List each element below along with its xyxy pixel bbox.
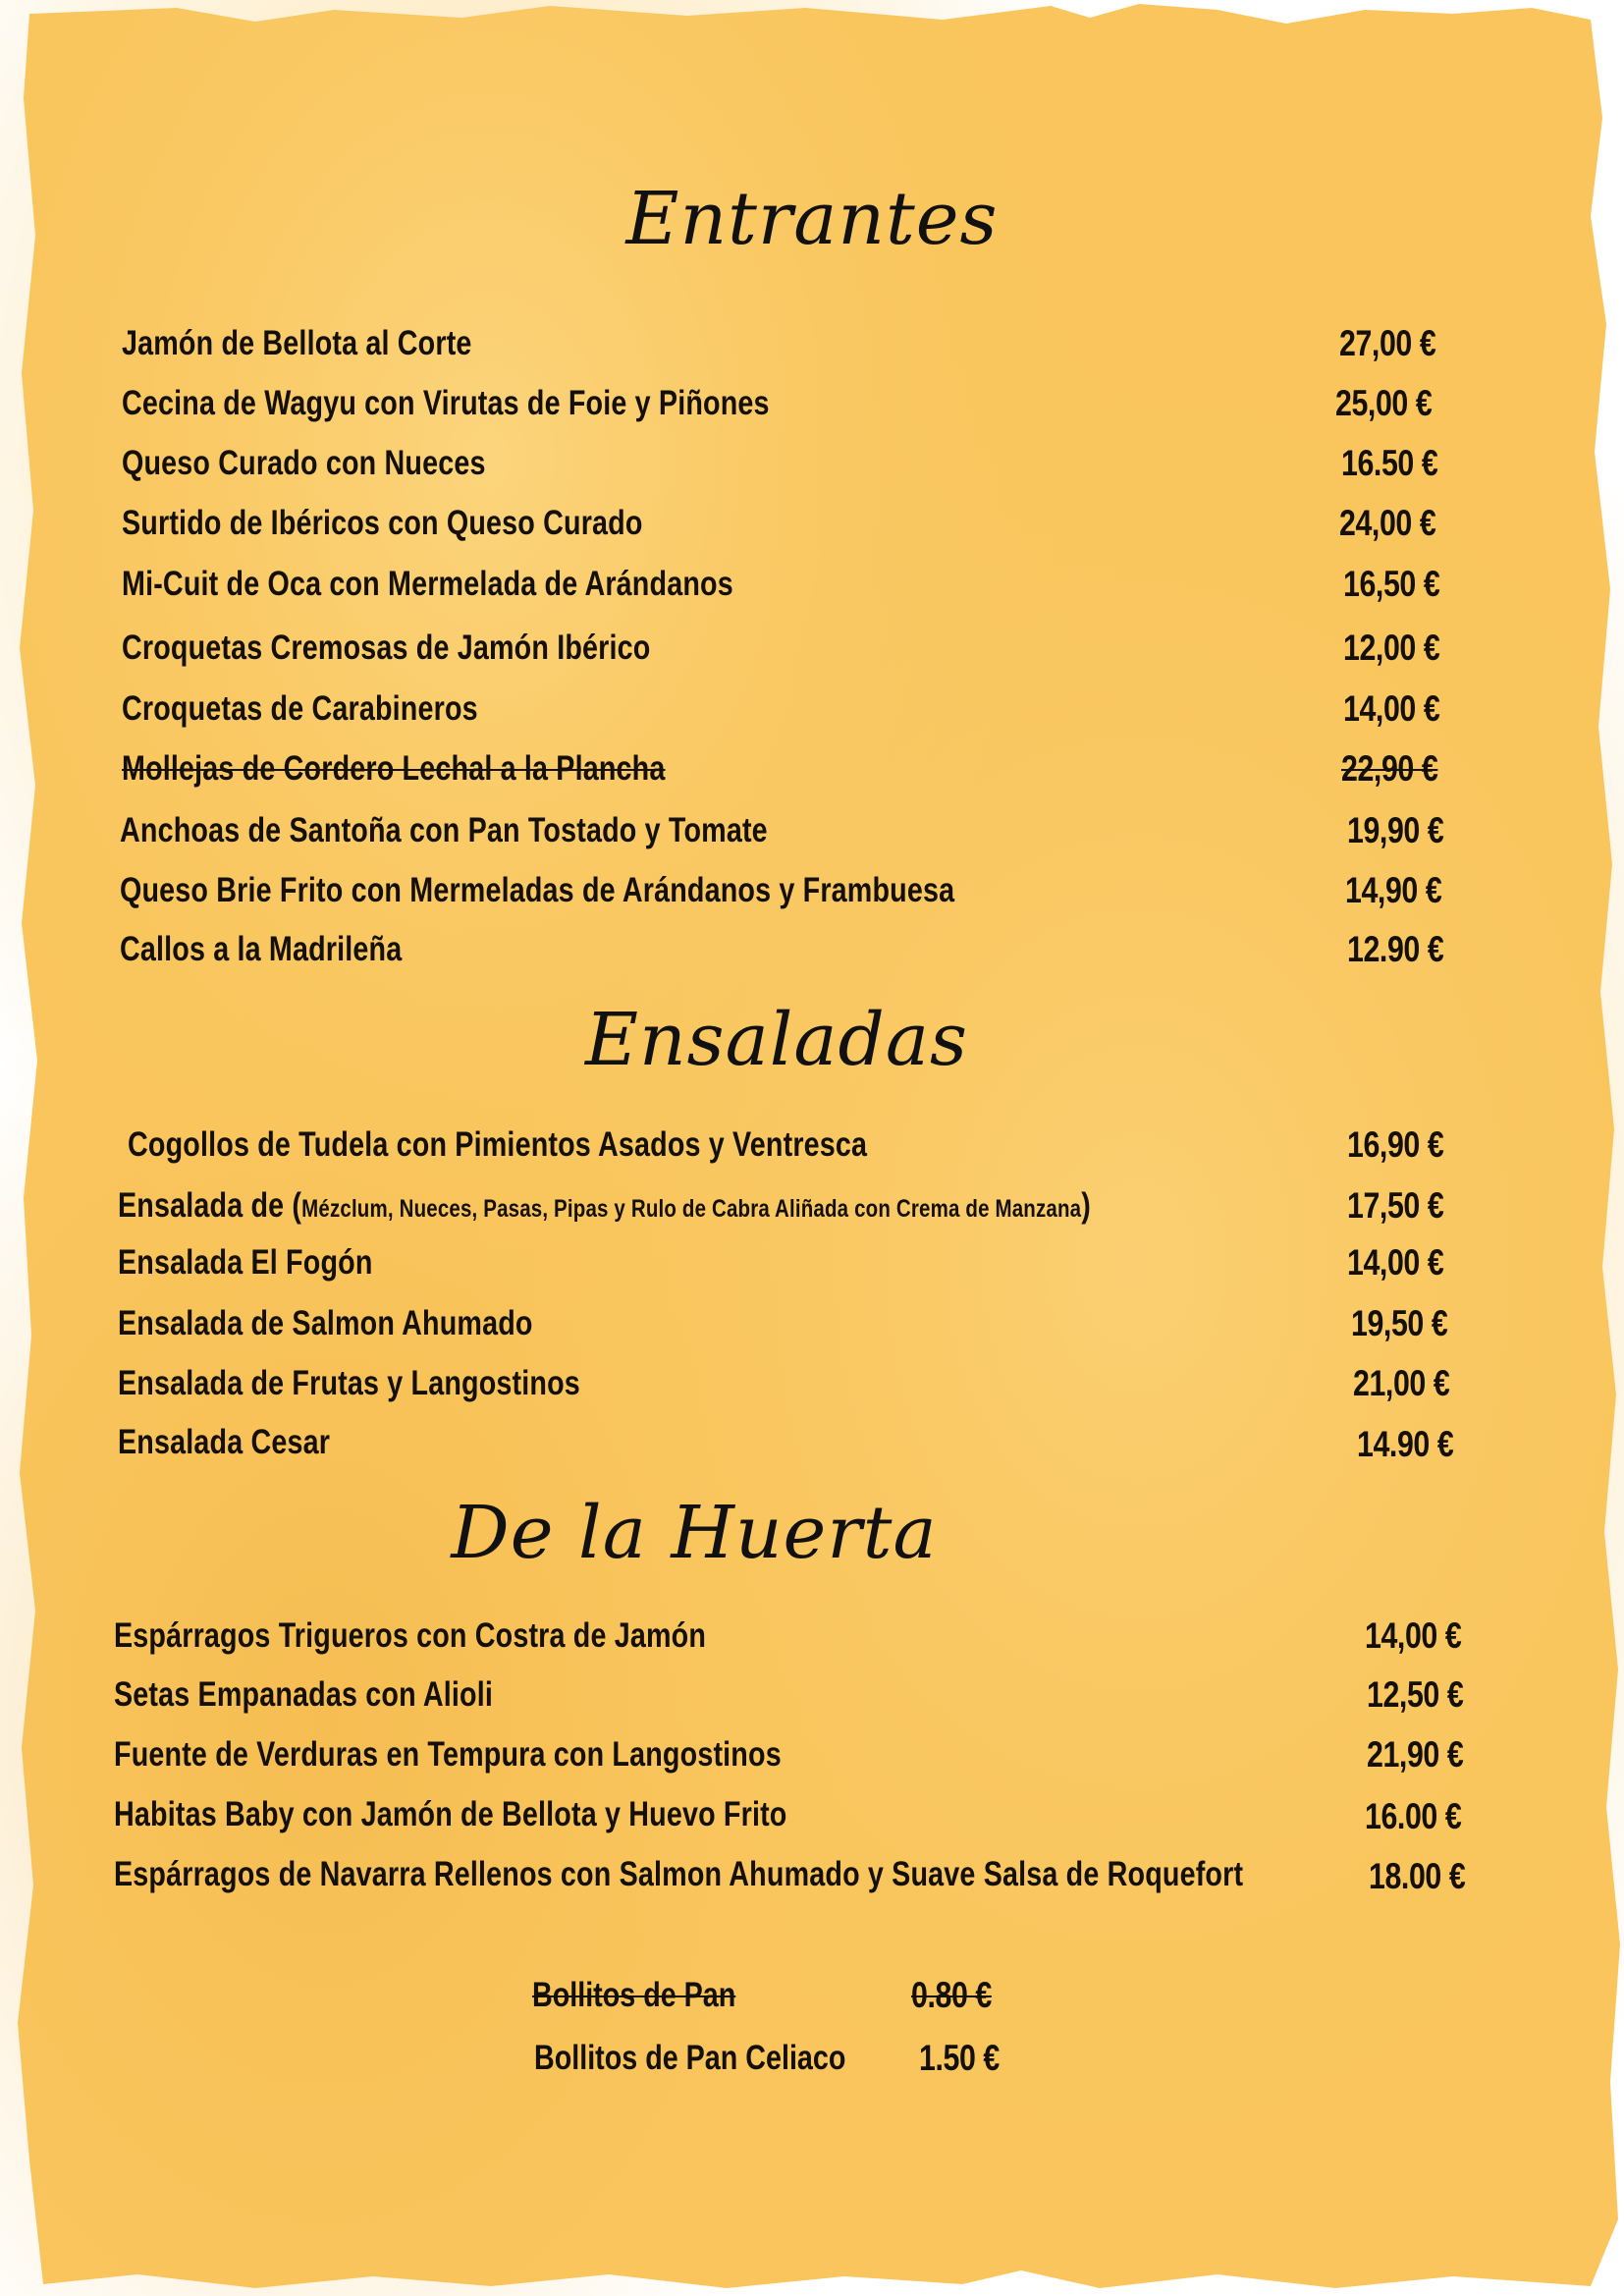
list-item <box>122 682 556 737</box>
item-name-struck: Mollejas de Cordero Lechal a la Plancha <box>122 749 666 788</box>
list-item <box>122 376 911 431</box>
item-price: 27,00 € <box>1339 323 1436 363</box>
item-price: 21,00 € <box>1353 1363 1450 1403</box>
item-name: Jamón de Bellota al Corte <box>122 324 472 362</box>
item-price-struck: 22,90 € <box>1341 748 1438 789</box>
item-price: 14,00 € <box>1343 688 1440 729</box>
item-name: Cecina de Wagyu con Virutas de Foie y Piñones <box>122 384 770 422</box>
list-item <box>120 863 1138 918</box>
section-title-de-la-huerta: De la Huerta <box>451 1491 938 1575</box>
item-price: 16.00 € <box>1365 1796 1462 1836</box>
list-item <box>120 803 910 858</box>
list-item <box>122 621 767 676</box>
item-name: Queso Curado con Nueces <box>122 444 486 482</box>
item-name: Croquetas de Carabineros <box>122 689 478 728</box>
list-item <box>118 1178 1304 1233</box>
item-name: Habitas Baby con Jamón de Bellota y Huevo Frito <box>114 1795 787 1833</box>
section-title-entrantes: Entrantes <box>625 177 999 261</box>
item-price: 14,00 € <box>1347 1242 1444 1283</box>
item-price: 12,50 € <box>1367 1674 1464 1715</box>
item-name: Ensalada de Frutas y Langostinos <box>118 1364 580 1402</box>
list-item <box>114 1667 576 1722</box>
item-name: Ensalada El Fogón <box>118 1243 373 1282</box>
bread-item-price: 1.50 € <box>919 2038 1000 2078</box>
item-name: Callos a la Madrileña <box>120 930 403 968</box>
item-name-with-detail <box>118 1186 1091 1226</box>
list-item <box>128 1118 1030 1173</box>
item-name: Ensalada de ( <box>118 1186 302 1225</box>
list-item <box>120 922 463 977</box>
list-item <box>122 436 566 491</box>
item-name: Setas Empanadas con Alioli <box>114 1675 493 1714</box>
item-price: 14.90 € <box>1357 1424 1454 1464</box>
item-name: Mi-Cuit de Oca con Mermelada de Arándanos <box>122 565 733 603</box>
list-item <box>122 316 549 371</box>
item-detail: Mézclum, Nueces, Pasas, Pipas y Rulo de Cabra Aliñada con Crema de Manzana <box>301 1195 1082 1223</box>
item-name: Queso Brie Frito con Mermeladas de Arándanos y Frambuesa <box>120 871 955 909</box>
item-price: 19,50 € <box>1351 1303 1448 1343</box>
list-item <box>122 557 868 612</box>
item-name: Espárragos de Navarra Rellenos con Salmon Ahumado y Suave Salsa de Roquefort <box>114 1855 1244 1893</box>
item-price: 16.50 € <box>1341 443 1438 483</box>
list-item <box>118 1356 681 1411</box>
bread-item-price-struck: 0.80 € <box>911 1975 992 2015</box>
item-name: Croquetas Cremosas de Jamón Ibérico <box>122 629 651 667</box>
item-name: Surtido de Ibéricos con Queso Curado <box>122 504 643 542</box>
item-name: Ensalada Cesar <box>118 1423 331 1461</box>
item-price: 14,90 € <box>1345 870 1442 910</box>
item-price: 18.00 € <box>1369 1856 1466 1896</box>
bread-item-name-struck: Bollitos de Pan <box>532 1976 736 2014</box>
item-detail-close: ) <box>1081 1186 1091 1225</box>
section-title-ensaladas: Ensaladas <box>584 998 969 1082</box>
list-item <box>122 496 757 551</box>
item-name: Ensalada de Salmon Ahumado <box>118 1304 533 1342</box>
list-item <box>118 1235 429 1290</box>
list-item <box>114 1727 928 1782</box>
list-item <box>118 1296 623 1351</box>
item-price: 16,50 € <box>1343 564 1440 604</box>
item-price: 25,00 € <box>1335 383 1433 423</box>
list-item <box>114 1847 1491 1902</box>
item-name: Cogollos de Tudela con Pimientos Asados y Ventresca <box>128 1125 868 1164</box>
bread-item-name: Bollitos de Pan Celiaco <box>534 2039 846 2077</box>
item-price: 12.90 € <box>1347 929 1444 969</box>
item-name: Espárragos Trigueros con Costra de Jamón <box>114 1616 707 1655</box>
item-price: 14,00 € <box>1365 1615 1462 1656</box>
list-item <box>122 741 785 796</box>
list-item <box>114 1787 935 1842</box>
item-price: 21,90 € <box>1367 1734 1464 1775</box>
item-name: Anchoas de Santoña con Pan Tostado y Tomate <box>120 811 768 849</box>
list-item <box>118 1415 377 1470</box>
list-item <box>114 1609 836 1664</box>
item-price: 19,90 € <box>1347 810 1444 850</box>
item-price: 17,50 € <box>1347 1185 1444 1226</box>
item-price: 16,90 € <box>1347 1124 1444 1165</box>
item-name: Fuente de Verduras en Tempura con Langostinos <box>114 1735 782 1774</box>
item-price: 12,00 € <box>1343 628 1440 668</box>
item-price: 24,00 € <box>1339 503 1436 543</box>
